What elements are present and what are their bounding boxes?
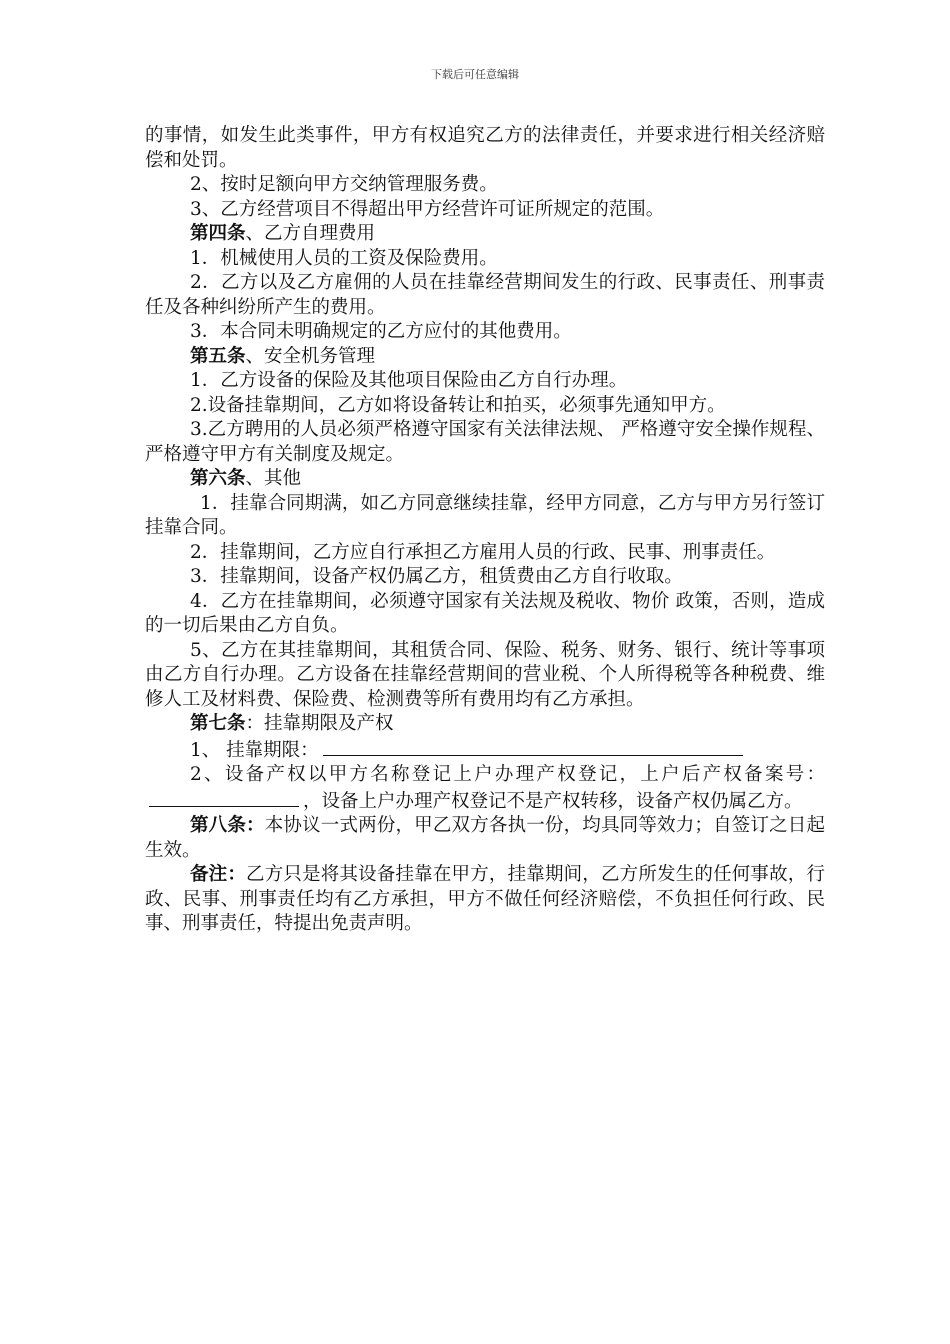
article-4-heading [145, 222, 825, 247]
registration-text-a: 2、设备产权以甲方名称登记上户办理产权登记，上户后产权备案号： [190, 764, 825, 785]
article-5-title: 、安全机务管理 [245, 345, 376, 367]
article-6-item-3: 3．挂靠期间，设备产权仍属乙方，租赁费由乙方自行收取。 [190, 566, 683, 587]
article-8-text: 本协议一式两份，甲乙双方各执一份，均具同等效力；自签订之日起生效。 [145, 815, 825, 861]
article-8-paragraph [145, 814, 825, 863]
paragraph-scope: 3、乙方经营项目不得超出甲方经营许可证所规定的范围。 [190, 198, 665, 220]
article-4-number: 第四条 [190, 223, 246, 244]
document-body [145, 124, 825, 937]
article-6-heading [145, 467, 825, 492]
registration-number-blank-field[interactable] [149, 788, 299, 807]
article-7-heading [145, 712, 825, 737]
article-7-title: ：挂靠期限及产权 [245, 713, 394, 734]
article-6-item-1: 1．挂靠合同期满，如乙方同意继续挂靠，经甲方同意，乙方与甲方另行签订挂靠合同。 [145, 492, 825, 538]
paragraph-continuation: 的事情，如发生此类事件，甲方有权追究乙方的法律责任，并要求进行相关经济赔偿和处罚。 [145, 125, 825, 171]
note-text: 乙方只是将其设备挂靠在甲方，挂靠期间，乙方所发生的任何事故，行政、民事、刑事责任均有乙方承担，甲方不做任何经济赔偿，不负担任何行政、民事、刑事责任，特提出免责声明。 [145, 864, 825, 934]
article-7-item-1 [145, 737, 825, 764]
article-5-item-2: 2.设备挂靠期间，乙方如将设备转让和拍买，必须事先通知甲方。 [190, 394, 726, 416]
article-4-item-2: 2．乙方以及乙方雇佣的人员在挂靠经营期间发生的行政、民事责任、刑事责任及各种纠纷所产生的费用。 [145, 272, 825, 318]
term-label: 1、 挂靠期限： [190, 739, 319, 761]
article-7-number: 第七条 [190, 713, 246, 734]
article-5-number: 第五条 [190, 345, 246, 367]
article-8-number: 第八条： [190, 815, 265, 836]
paragraph-fee: 2、按时足额向甲方交纳管理服务费。 [190, 174, 498, 195]
term-blank-field[interactable] [323, 737, 743, 756]
article-5-item-3: 3.乙方聘用的人员必须严格遵守国家有关法律法规、 严格遵守安全操作规程、严格遵守甲方有关制度及规定。 [145, 419, 825, 465]
article-6-title: 、其他 [245, 468, 302, 489]
article-4-item-1: 1．机械使用人员的工资及保险费用。 [190, 247, 498, 269]
article-6-item-5: 5、乙方在其挂靠期间，其租赁合同、保险、税务、财务、银行、统计等事项由乙方自行办理。乙方设备在挂靠经营期间的营业税、个人所得税等各种税费、维修人工及材料费、保险费、检测费等所有费用均有乙方承担。 [145, 639, 825, 710]
article-6-number: 第六条 [190, 468, 246, 489]
article-5-item-1: 1．乙方设备的保险及其他项目保险由乙方自行办理。 [190, 370, 628, 391]
registration-text-b: ，设备上户办理产权登记不是产权转移，设备产权仍属乙方。 [303, 790, 803, 812]
article-6-item-4: 4．乙方在挂靠期间，必须遵守国家有关法规及税收、物价 政策，否则，造成的一切后果由乙方自负。 [145, 590, 825, 636]
page-header: 下载后可任意编辑 [431, 68, 519, 81]
article-6-item-2: 2．挂靠期间，乙方应自行承担乙方雇用人员的行政、民事、刑事责任。 [190, 541, 776, 563]
article-4-item-3: 3．本合同未明确规定的乙方应付的其他费用。 [190, 321, 572, 342]
note-paragraph [145, 863, 825, 937]
article-7-item-2 [145, 763, 825, 814]
article-4-title: 、乙方自理费用 [245, 223, 376, 244]
note-label: 备注： [190, 864, 247, 885]
article-5-heading [145, 345, 825, 370]
